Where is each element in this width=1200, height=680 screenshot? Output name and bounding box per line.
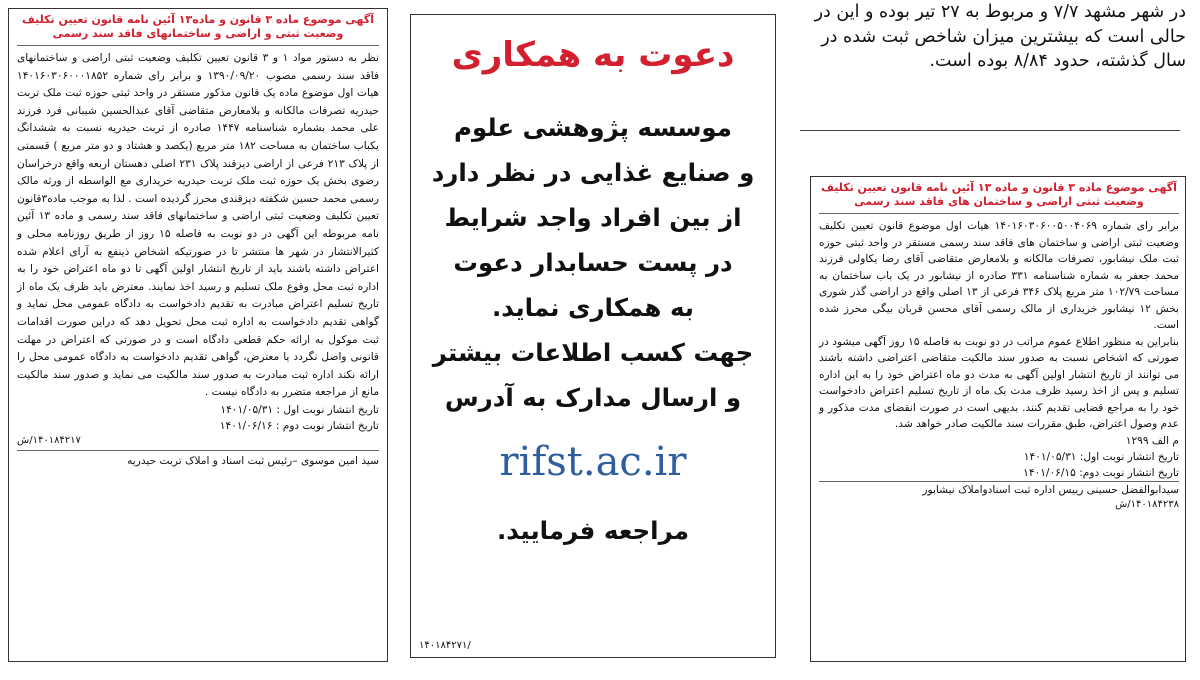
left-notice-pub-first: تاریخ انتشار نوبت اول : ۱۴۰۱/۰۵/۳۱ bbox=[220, 403, 379, 416]
invite-website-link[interactable]: rifst.ac.ir bbox=[499, 439, 687, 485]
left-notice-title: آگهی موضوع ماده ۳ قانون و ماده۱۳ آئین نامه قانون تعیین تکلیف وضعیت ثبتی و اراضی و ساختمانهای فاقد سند رسمی bbox=[17, 13, 379, 46]
right-notice-body: برابر رای شماره ۱۴۰۱۶۰۳۰۶۰۰۵۰۰۴۰۶۹ هیات اول موضوع قانون تعیین تکلیف وضعیت ثبتی اراضی و ساختمان های فاقد سند رسمی مستقر در واحد ثبتی حوزه ثبت ملک نیشابور، تصرفات مالکانه و بلامعارض متقاضی آقای رضا یکاولی فرزند محمد جعفر به شماره شناسنامه ۳۳۱ صادره از نیشابور در یک باب ساختمان به مساحت ۱۰۲/۷۹ متر مربع پلاک ۳۴۶ فرعی از ۱۳ اصلی واقع در اراضی گذر شوری بخش ۱۲ نیشابور خریداری از مالک رسمی آقای محسن قربان بیگی محرز شده است. bbox=[819, 220, 1180, 331]
invite-line: در پست حسابدار دعوت bbox=[453, 248, 733, 277]
left-notice-signature: سید امین موسوی –رئیس ثبت اسناد و املاک تربت حیدریه bbox=[17, 450, 379, 469]
right-notice-pub-second: تاریخ انتشار نوبت دوم: ۱۴۰۱/۰۶/۱۵ bbox=[1023, 466, 1179, 479]
news-line: حالی است که بیشترین میزان شاخص ثبت شده در bbox=[821, 26, 1186, 47]
invite-line: از بین افراد واجد شرایط bbox=[444, 203, 742, 232]
right-notice-signature: سیدابوالفضل حسینی رییس اداره ثبت اسنادواملاک نیشابور bbox=[819, 481, 1179, 498]
job-invitation-ad bbox=[410, 14, 776, 658]
invite-code: ۱۴۰۱۸۴۲۷۱/ bbox=[419, 640, 471, 651]
invite-line: به همکاری نماید. bbox=[491, 293, 695, 322]
right-notice-title: آگهی موضوع ماده ۳ قانون و ماده ۱۳ آئین نامه قانون تعیین تکلیف وضعیت ثبتی اراضی و ساختمان های فاقد سند رسمی bbox=[819, 181, 1179, 214]
invite-line: جهت کسب اطلاعات بیشتر bbox=[432, 338, 754, 367]
left-legal-notice bbox=[8, 8, 388, 662]
right-legal-notice bbox=[810, 176, 1186, 662]
invite-line: موسسه پژوهشی علوم bbox=[454, 113, 732, 142]
news-line: در شهر مشهد ۷/۷ و مربوط به ۲۷ تیر بوده و این در bbox=[814, 2, 1186, 22]
right-notice-pub-first: تاریخ انتشار نوبت اول: ۱۴۰۱/۰۵/۳۱ bbox=[1023, 450, 1179, 463]
news-line: سال گذشته، حدود ۸/۸۴ بوده است. bbox=[929, 51, 1186, 71]
invite-line: و صنایع غذایی در نظر دارد bbox=[431, 158, 755, 187]
section-divider bbox=[800, 130, 1180, 131]
left-notice-code: ۱۴۰۱۸۴۲۱۷/ش bbox=[17, 434, 81, 446]
right-notice-code: ۱۴۰۱۸۴۲۳۸/ش bbox=[1115, 498, 1179, 510]
invite-closing: مراجعه فرمایید. bbox=[497, 516, 689, 545]
right-notice-body-continued: بنابراین به منظور اطلاع عموم مراتب در دو نوبت به فاصله ۱۵ روز آگهی میشود در صورتی که اشخاص نسبت به صدور سند مالکیت متقاضی اعتراضی داشته باشند می توانند از تاریخ انتشار اولین آگهی به مدت دو ماه اعتراض خود را به این اداره تسلیم و پس از اخذ رسید ظرف مدت یک ماه از تاریخ تسلیم اعتراض دادخواست خود را به مراجع قضایی تقدیم کنند. بدیهی است در صورت انقضای مدت مذکور و عدم وصول اعتراض، طبق مقررات سند مالکیت صادر خواهد شد. bbox=[819, 335, 1179, 430]
right-notice-ref: م الف ۱۲۹۹ bbox=[1125, 434, 1179, 447]
invite-title: دعوت به همکاری bbox=[451, 35, 735, 75]
left-notice-body: نظر به دستور مواد ۱ و ۳ قانون تعیین تکلیف وضعیت ثبتی اراضی و ساختمانهای فاقد سند رسمی مصوب ۱۳۹۰/۰۹/۲۰ و برابر رای شماره ۱۴۰۱۶۰۳۰۶۰۰۰۱۸۵۲ هیات اول موضوع ماده یک قانون مذکور مستقر در واحد ثبتی حوزه ثبت ملک تربت حیدریه تصرفات مالکانه و بلامعارض متقاضی آقای عبدالحسین شیبانی فرد فرزند علی محمد بشماره شناسنامه ۱۴۴۷ صادره از تربت حیدریه نسبت به ششدانگ یکباب ساختمان به مساحت ۱۸۲ متر مربع (یکصد و هشتاد و دو متر مربع ) قسمتی از پلاک ۲۱۳ فرعی از اراضی دیزقند پلاک ۲۳۱ اصلی دهستان اربعه واقع درخراسان رضوی بخش یک حوزه ثبت ملک تربت حیدریه خریداری مع الواسطه از ورثه مالک رسمی محمد حسین شکفته دیزقندی محرز گردیده است . لذا به موجب ماده۳قانون تعیین تکلیف وضعیت ثبتی اراضی و ساختمانهای فاقد سند رسمی و ماده ۱۳ آئین نامه مربوطه این آگهی در دو نوبت به فاصله ۱۵ روز از طریق روزنامه محلی و کثیرالانتشار در شهر ها منتشر تا در صورتیکه اشخاص ذینفع به آرای اعلام شده اعتراض داشته باشند باید از تاریخ انتشار اولین آگهی تا دو ماه اعتراض خود را به اداره ثبت محل وقوع ملک تسلیم و رسید اخذ نمایند. معترض باید ظرف یک ماه از تاریخ تسلیم اعتراض مبادرت به تقدیم دادخواست به دادگاه عمومی محل نماید و گواهی تقدیم دادخواست به اداره ثبت محل تحویل دهد که دراین صورت اقدامات ثبت موکول به ارائه حکم قطعی دادگاه است و در صورتی که اعتراض در مهلت قانونی واصل نگردد یا معترض، گواهی تقدیم دادخواست به دادگاه عمومی محل را ارائه نکند اداره ثبت مبادرت به صدور سند مالکیت می نماید و صدور سند مالکیت مانع از مراجعه متضرر به دادگاه نیست . bbox=[17, 52, 380, 399]
invite-line: و ارسال مدارک به آدرس bbox=[444, 383, 742, 412]
news-paragraph bbox=[806, 0, 1186, 120]
left-notice-pub-second: تاریخ انتشار نوبت دوم : ۱۴۰۱/۰۶/۱۶ bbox=[219, 419, 379, 432]
